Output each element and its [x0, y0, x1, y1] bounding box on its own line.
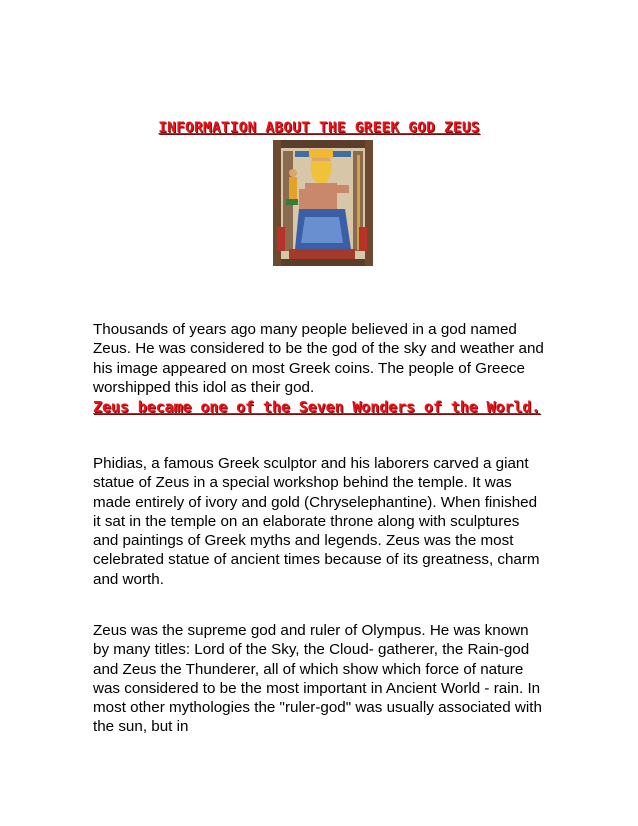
paragraph-zeus-belief: Thousands of years ago many people believed in a god named Zeus. He was considered to be the god of the sky and weather and his image appeared on most Greek coins. The people of Greece worshipped this idol as their god. [93, 321, 544, 396]
page-title: INFORMATION ABOUT THE GREEK GOD ZEUS [158, 120, 480, 136]
zeus-statue-illustration [259, 137, 383, 269]
paragraph-zeus-ruler: Zeus was the supreme god and ruler of Olympus. He was known by many titles: Lord of the Sky, the Cloud- gatherer, the Rain-god and Zeus the Thunderer, all of which show which force of nature was considered to be the most important in Ancient World - rain. In most other mythologies the "ruler-god" was usually associated with the sun, but in [93, 622, 542, 736]
section-subheading: Zeus became one of the Seven Wonders of the World. [93, 398, 541, 416]
paragraph-phidias-statue: Phidias, a famous Greek sculptor and his laborers carved a giant statue of Zeus in a special workshop behind the temple. It was made entirely of ivory and gold (Chryselephantine). When finished it sat in the temple on an elaborate throne along with sculptures and paintings of Greek myths and legends. Zeus was the most celebrated statue of ancient times because of its greatness, charm and worth. [93, 455, 540, 588]
